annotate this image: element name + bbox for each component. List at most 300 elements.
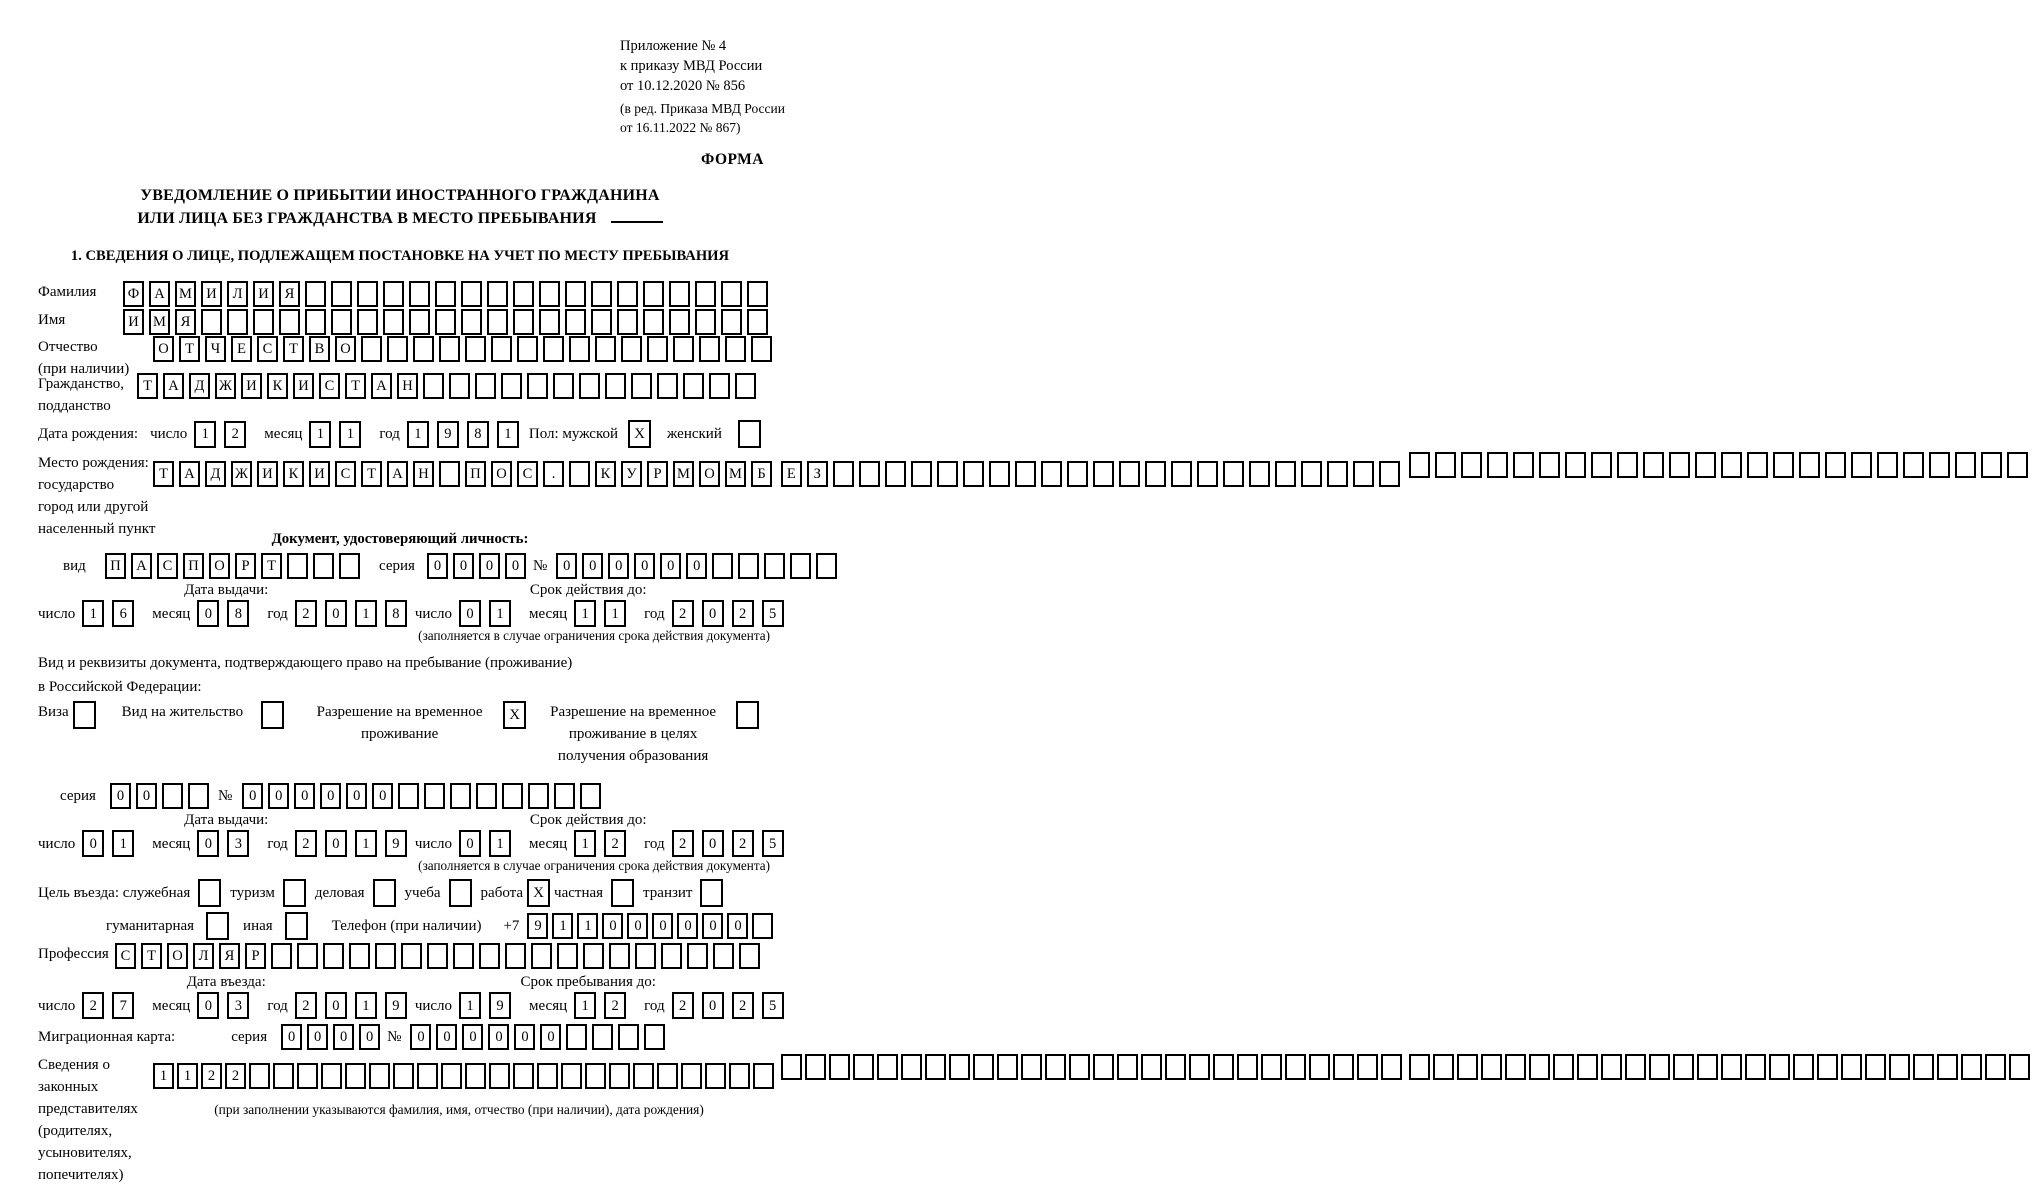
birth-place-row1-cell-17[interactable] [569,461,590,487]
legal-rep-row2-cell-19[interactable] [1213,1054,1234,1080]
legal-rep-row3-cell-17[interactable] [1793,1054,1814,1080]
citizenship-cells-cell-19[interactable] [605,373,626,399]
residence-expiry-year-cells-cell-4[interactable]: 5 [762,830,784,857]
birth-day-cells-cell-2[interactable]: 2 [224,421,246,448]
profession-cells-cell-19[interactable] [583,943,604,969]
profession-cells-cell-3[interactable]: О [167,943,188,969]
phone-cells-cell-1[interactable]: 9 [527,913,548,939]
birth-place-row3-cell-19[interactable] [1877,452,1898,478]
birth-place-row2-cell-1[interactable]: Е [781,461,802,487]
passport-issue-year-cells-cell-1[interactable]: 2 [295,600,317,627]
profession-cells-cell-11[interactable] [375,943,396,969]
legal-rep-row2-cell-15[interactable] [1117,1054,1138,1080]
residence-number-cells-cell-9[interactable] [450,783,471,809]
citizenship-cells-cell-24[interactable] [735,373,756,399]
passport-expiry-day-cells-cell-2[interactable]: 1 [489,600,511,627]
birth-place-row2-cell-14[interactable] [1119,461,1140,487]
birth-year-cells-cell-3[interactable]: 8 [467,421,489,448]
birth-place-row1-cell-2[interactable]: А [179,461,200,487]
birth-place-row1-cell-6[interactable]: К [283,461,304,487]
citizenship-cells-cell-5[interactable]: И [241,373,262,399]
passport-issue-year-cells-cell-3[interactable]: 1 [355,600,377,627]
residence-number-cells-cell-5[interactable]: 0 [346,783,367,809]
phone-cells-cell-8[interactable]: 0 [702,913,723,939]
birth-place-row3-cell-3[interactable] [1461,452,1482,478]
profession-cells-cell-5[interactable]: Я [219,943,240,969]
passport-number-cells-cell-10[interactable] [790,553,811,579]
migration-number-cells-cell-10[interactable] [644,1024,665,1050]
passport-expiry-year-cells-cell-1[interactable]: 2 [672,600,694,627]
patronymic-cells-cell-20[interactable] [647,336,668,362]
legal-rep-row1-cell-13[interactable] [441,1063,462,1089]
residence-expiry-year-cells-cell-1[interactable]: 2 [672,830,694,857]
birth-place-row1-cell-7[interactable]: И [309,461,330,487]
passport-number-cells-cell-8[interactable] [738,553,759,579]
legal-rep-row2-cell-3[interactable] [829,1054,850,1080]
birth-place-row3-cell-9[interactable] [1617,452,1638,478]
patronymic-cells-cell-15[interactable] [517,336,538,362]
phone-cells-cell-10[interactable] [752,913,773,939]
birth-place-row2-cell-3[interactable] [833,461,854,487]
given-name-cells-cell-20[interactable] [617,309,638,335]
citizenship-cells-cell-15[interactable] [501,373,522,399]
legal-rep-row1-cell-2[interactable]: 1 [177,1063,198,1089]
doc-kind-cells-cell-4[interactable]: П [183,553,204,579]
passport-seriya-cells-cell-4[interactable]: 0 [505,553,526,579]
residence-issue-year-cells-cell-3[interactable]: 1 [355,830,377,857]
given-name-cells-cell-16[interactable] [513,309,534,335]
passport-seriya-cells-cell-1[interactable]: 0 [427,553,448,579]
given-name-cells-cell-25[interactable] [747,309,768,335]
purpose-tranzit-checkbox[interactable] [700,879,723,907]
surname-cells-cell-12[interactable] [409,281,430,307]
patronymic-cells-cell-10[interactable] [387,336,408,362]
birth-place-row1-cell-24[interactable]: Б [751,461,772,487]
profession-cells-cell-7[interactable] [271,943,292,969]
birth-place-row3-cell-6[interactable] [1539,452,1560,478]
legal-rep-row3-cell-22[interactable] [1913,1054,1934,1080]
legal-rep-row1-cell-10[interactable] [369,1063,390,1089]
birth-place-row2-cell-2[interactable]: З [807,461,828,487]
doc-kind-cells-cell-7[interactable]: Т [261,553,282,579]
surname-cells-cell-19[interactable] [591,281,612,307]
temp-residence-checkbox[interactable]: X [503,701,526,729]
birth-place-row2-cell-11[interactable] [1041,461,1062,487]
passport-number-cells-cell-4[interactable]: 0 [634,553,655,579]
patronymic-cells-cell-2[interactable]: Т [179,336,200,362]
birth-place-row2-cell-24[interactable] [1379,461,1400,487]
profession-cells-cell-13[interactable] [427,943,448,969]
legal-rep-row2-cell-18[interactable] [1189,1054,1210,1080]
legal-rep-row3-cell-4[interactable] [1481,1054,1502,1080]
residence-issue-year-cells-cell-4[interactable]: 9 [385,830,407,857]
legal-rep-row3-cell-14[interactable] [1721,1054,1742,1080]
legal-rep-row1-cell-3[interactable]: 2 [201,1063,222,1089]
passport-expiry-day-cells-cell-1[interactable]: 0 [459,600,481,627]
stay-year-cells-cell-2[interactable]: 0 [702,992,724,1019]
passport-issue-month-cells-cell-1[interactable]: 0 [197,600,219,627]
birth-place-row2-cell-6[interactable] [911,461,932,487]
legal-rep-row2-cell-24[interactable] [1333,1054,1354,1080]
migration-number-cells-cell-7[interactable] [566,1024,587,1050]
profession-cells-cell-25[interactable] [739,943,760,969]
legal-rep-row3-cell-10[interactable] [1625,1054,1646,1080]
passport-issue-month-cells-cell-2[interactable]: 8 [227,600,249,627]
patronymic-cells-cell-4[interactable]: Е [231,336,252,362]
birth-place-row2-cell-13[interactable] [1093,461,1114,487]
residence-number-cells-cell-4[interactable]: 0 [320,783,341,809]
birth-place-row3-cell-18[interactable] [1851,452,1872,478]
citizenship-cells-cell-12[interactable] [423,373,444,399]
residence-expiry-day-cells-cell-2[interactable]: 1 [489,830,511,857]
birth-place-row1-cell-4[interactable]: Ж [231,461,252,487]
given-name-cells-cell-8[interactable] [305,309,326,335]
residence-expiry-year-cells-cell-2[interactable]: 0 [702,830,724,857]
passport-number-cells-cell-6[interactable]: 0 [686,553,707,579]
legal-rep-row1-cell-9[interactable] [345,1063,366,1089]
profession-cells-cell-20[interactable] [609,943,630,969]
citizenship-cells-cell-13[interactable] [449,373,470,399]
surname-cells-cell-4[interactable]: И [201,281,222,307]
profession-cells-cell-14[interactable] [453,943,474,969]
legal-rep-row3-cell-18[interactable] [1817,1054,1838,1080]
citizenship-cells-cell-6[interactable]: К [267,373,288,399]
birth-place-row2-cell-7[interactable] [937,461,958,487]
surname-cells-cell-24[interactable] [721,281,742,307]
surname-cells-cell-13[interactable] [435,281,456,307]
birth-place-row2-cell-19[interactable] [1249,461,1270,487]
birth-year-cells-cell-4[interactable]: 1 [497,421,519,448]
migration-seriya-cells-cell-1[interactable]: 0 [281,1024,302,1050]
residence-issue-day-cells-cell-1[interactable]: 0 [82,830,104,857]
surname-cells-cell-23[interactable] [695,281,716,307]
doc-kind-cells-cell-2[interactable]: А [131,553,152,579]
birth-place-row1-cell-5[interactable]: И [257,461,278,487]
citizenship-cells-cell-14[interactable] [475,373,496,399]
given-name-cells-cell-7[interactable] [279,309,300,335]
birth-place-row2-cell-15[interactable] [1145,461,1166,487]
legal-rep-row3-cell-7[interactable] [1553,1054,1574,1080]
citizenship-cells-cell-2[interactable]: А [163,373,184,399]
profession-cells-cell-18[interactable] [557,943,578,969]
birth-place-row1-cell-22[interactable]: О [699,461,720,487]
legal-rep-row1-cell-1[interactable]: 1 [153,1063,174,1089]
legal-rep-row2-cell-8[interactable] [949,1054,970,1080]
citizenship-cells-cell-7[interactable]: И [293,373,314,399]
given-name-cells-cell-24[interactable] [721,309,742,335]
given-name-cells-cell-4[interactable] [201,309,222,335]
birth-place-row2-cell-4[interactable] [859,461,880,487]
legal-rep-row1-cell-21[interactable] [633,1063,654,1089]
patronymic-cells-cell-18[interactable] [595,336,616,362]
profession-cells-cell-4[interactable]: Л [193,943,214,969]
given-name-cells-cell-18[interactable] [565,309,586,335]
legal-rep-row2-cell-4[interactable] [853,1054,874,1080]
passport-issue-year-cells-cell-4[interactable]: 8 [385,600,407,627]
citizenship-cells-cell-18[interactable] [579,373,600,399]
passport-expiry-year-cells-cell-4[interactable]: 5 [762,600,784,627]
passport-expiry-month-cells-cell-1[interactable]: 1 [574,600,596,627]
legal-rep-row1-cell-23[interactable] [681,1063,702,1089]
given-name-cells-cell-22[interactable] [669,309,690,335]
passport-issue-day-cells-cell-1[interactable]: 1 [82,600,104,627]
residence-issue-month-cells-cell-2[interactable]: 3 [227,830,249,857]
residence-number-cells-cell-11[interactable] [502,783,523,809]
birth-place-row1-cell-8[interactable]: С [335,461,356,487]
legal-rep-row3-cell-13[interactable] [1697,1054,1718,1080]
birth-place-row3-cell-7[interactable] [1565,452,1586,478]
surname-cells-cell-21[interactable] [643,281,664,307]
residence-expiry-day-cells-cell-1[interactable]: 0 [459,830,481,857]
entry-year-cells-cell-1[interactable]: 2 [295,992,317,1019]
doc-kind-cells-cell-6[interactable]: Р [235,553,256,579]
profession-cells-cell-24[interactable] [713,943,734,969]
birth-place-row1-cell-21[interactable]: М [673,461,694,487]
given-name-cells-cell-13[interactable] [435,309,456,335]
legal-rep-row1-cell-7[interactable] [297,1063,318,1089]
doc-kind-cells-cell-3[interactable]: С [157,553,178,579]
phone-cells-cell-7[interactable]: 0 [677,913,698,939]
patronymic-cells-cell-14[interactable] [491,336,512,362]
legal-rep-row3-cell-15[interactable] [1745,1054,1766,1080]
birth-place-row3-cell-8[interactable] [1591,452,1612,478]
given-name-cells-cell-10[interactable] [357,309,378,335]
phone-cells-cell-5[interactable]: 0 [627,913,648,939]
birth-place-row3-cell-24[interactable] [2007,452,2028,478]
birth-place-row1-cell-1[interactable]: Т [153,461,174,487]
patronymic-cells-cell-8[interactable]: О [335,336,356,362]
citizenship-cells-cell-1[interactable]: Т [137,373,158,399]
patronymic-cells-cell-12[interactable] [439,336,460,362]
birth-place-row1-cell-15[interactable]: С [517,461,538,487]
legal-rep-row3-cell-9[interactable] [1601,1054,1622,1080]
purpose-sluzhebnaya-checkbox[interactable] [198,879,221,907]
patronymic-cells-cell-17[interactable] [569,336,590,362]
residence-permit-checkbox[interactable] [261,701,284,729]
birth-place-row3-cell-23[interactable] [1981,452,2002,478]
doc-kind-cells-cell-10[interactable] [339,553,360,579]
birth-place-row1-cell-16[interactable]: . [543,461,564,487]
residence-issue-year-cells-cell-1[interactable]: 2 [295,830,317,857]
birth-place-row2-cell-10[interactable] [1015,461,1036,487]
residence-number-cells-cell-12[interactable] [528,783,549,809]
legal-rep-row1-cell-16[interactable] [513,1063,534,1089]
patronymic-cells-cell-23[interactable] [725,336,746,362]
given-name-cells-cell-17[interactable] [539,309,560,335]
citizenship-cells-cell-23[interactable] [709,373,730,399]
passport-seriya-cells-cell-2[interactable]: 0 [453,553,474,579]
citizenship-cells-cell-11[interactable]: Н [397,373,418,399]
residence-issue-month-cells-cell-1[interactable]: 0 [197,830,219,857]
surname-cells-cell-6[interactable]: И [253,281,274,307]
phone-cells-cell-3[interactable]: 1 [577,913,598,939]
entry-day-cells-cell-1[interactable]: 2 [82,992,104,1019]
migration-number-cells-cell-8[interactable] [592,1024,613,1050]
citizenship-cells-cell-9[interactable]: Т [345,373,366,399]
birth-place-row3-cell-4[interactable] [1487,452,1508,478]
birth-place-row3-cell-16[interactable] [1799,452,1820,478]
surname-cells-cell-18[interactable] [565,281,586,307]
migration-number-cells-cell-3[interactable]: 0 [462,1024,483,1050]
given-name-cells-cell-11[interactable] [383,309,404,335]
passport-number-cells-cell-9[interactable] [764,553,785,579]
legal-rep-row2-cell-16[interactable] [1141,1054,1162,1080]
citizenship-cells-cell-16[interactable] [527,373,548,399]
legal-rep-row2-cell-5[interactable] [877,1054,898,1080]
legal-rep-row1-cell-19[interactable] [585,1063,606,1089]
given-name-cells-cell-3[interactable]: Я [175,309,196,335]
gender-male-checkbox[interactable]: X [628,420,651,448]
birth-place-row2-cell-17[interactable] [1197,461,1218,487]
given-name-cells-cell-21[interactable] [643,309,664,335]
citizenship-cells-cell-17[interactable] [553,373,574,399]
birth-place-row3-cell-15[interactable] [1773,452,1794,478]
residence-expiry-month-cells-cell-1[interactable]: 1 [574,830,596,857]
stay-year-cells-cell-3[interactable]: 2 [732,992,754,1019]
patronymic-cells-cell-19[interactable] [621,336,642,362]
citizenship-cells-cell-3[interactable]: Д [189,373,210,399]
purpose-chastnaya-checkbox[interactable] [611,879,634,907]
birth-place-row3-cell-10[interactable] [1643,452,1664,478]
profession-cells-cell-10[interactable] [349,943,370,969]
birth-place-row3-cell-5[interactable] [1513,452,1534,478]
passport-issue-day-cells-cell-2[interactable]: 6 [112,600,134,627]
stay-day-cells-cell-1[interactable]: 1 [459,992,481,1019]
legal-rep-row2-cell-1[interactable] [781,1054,802,1080]
birth-year-cells-cell-1[interactable]: 1 [407,421,429,448]
birth-place-row2-cell-21[interactable] [1301,461,1322,487]
profession-cells-cell-16[interactable] [505,943,526,969]
migration-seriya-cells-cell-3[interactable]: 0 [333,1024,354,1050]
profession-cells-cell-17[interactable] [531,943,552,969]
birth-place-row3-cell-17[interactable] [1825,452,1846,478]
birth-place-row3-cell-13[interactable] [1721,452,1742,478]
legal-rep-row2-cell-9[interactable] [973,1054,994,1080]
surname-cells-cell-16[interactable] [513,281,534,307]
entry-year-cells-cell-2[interactable]: 0 [325,992,347,1019]
birth-day-cells-cell-1[interactable]: 1 [194,421,216,448]
doc-kind-cells-cell-5[interactable]: О [209,553,230,579]
phone-cells-cell-2[interactable]: 1 [552,913,573,939]
birth-place-row3-cell-1[interactable] [1409,452,1430,478]
stay-year-cells-cell-4[interactable]: 5 [762,992,784,1019]
migration-seriya-cells-cell-2[interactable]: 0 [307,1024,328,1050]
given-name-cells-cell-14[interactable] [461,309,482,335]
patronymic-cells-cell-21[interactable] [673,336,694,362]
birth-month-cells-cell-1[interactable]: 1 [309,421,331,448]
legal-rep-row3-cell-6[interactable] [1529,1054,1550,1080]
legal-rep-row3-cell-3[interactable] [1457,1054,1478,1080]
birth-place-row1-cell-18[interactable]: К [595,461,616,487]
passport-issue-year-cells-cell-2[interactable]: 0 [325,600,347,627]
migration-seriya-cells-cell-4[interactable]: 0 [359,1024,380,1050]
legal-rep-row1-cell-18[interactable] [561,1063,582,1089]
citizenship-cells-cell-22[interactable] [683,373,704,399]
legal-rep-row1-cell-25[interactable] [729,1063,750,1089]
patronymic-cells-cell-16[interactable] [543,336,564,362]
legal-rep-row2-cell-20[interactable] [1237,1054,1258,1080]
legal-rep-row1-cell-6[interactable] [273,1063,294,1089]
residence-number-cells-cell-6[interactable]: 0 [372,783,393,809]
visa-checkbox[interactable] [73,701,96,729]
given-name-cells-cell-2[interactable]: М [149,309,170,335]
legal-rep-row1-cell-8[interactable] [321,1063,342,1089]
surname-cells-cell-25[interactable] [747,281,768,307]
gender-female-checkbox[interactable] [738,420,761,448]
legal-rep-row3-cell-2[interactable] [1433,1054,1454,1080]
given-name-cells-cell-5[interactable] [227,309,248,335]
migration-number-cells-cell-9[interactable] [618,1024,639,1050]
citizenship-cells-cell-4[interactable]: Ж [215,373,236,399]
birth-place-row2-cell-22[interactable] [1327,461,1348,487]
surname-cells-cell-10[interactable] [357,281,378,307]
legal-rep-row2-cell-2[interactable] [805,1054,826,1080]
birth-place-row3-cell-22[interactable] [1955,452,1976,478]
legal-rep-row2-cell-23[interactable] [1309,1054,1330,1080]
residence-expiry-year-cells-cell-3[interactable]: 2 [732,830,754,857]
legal-rep-row1-cell-22[interactable] [657,1063,678,1089]
entry-year-cells-cell-4[interactable]: 9 [385,992,407,1019]
surname-cells-cell-17[interactable] [539,281,560,307]
purpose-gumanitarnaya-checkbox[interactable] [206,912,229,940]
birth-place-row1-cell-12[interactable] [439,461,460,487]
legal-rep-row3-cell-12[interactable] [1673,1054,1694,1080]
profession-cells-cell-9[interactable] [323,943,344,969]
purpose-delovaya-checkbox[interactable] [373,879,396,907]
birth-place-row1-cell-23[interactable]: М [725,461,746,487]
patronymic-cells-cell-5[interactable]: С [257,336,278,362]
entry-year-cells-cell-3[interactable]: 1 [355,992,377,1019]
birth-place-row1-cell-10[interactable]: А [387,461,408,487]
legal-rep-row1-cell-26[interactable] [753,1063,774,1089]
surname-cells-cell-9[interactable] [331,281,352,307]
legal-rep-row2-cell-17[interactable] [1165,1054,1186,1080]
profession-cells-cell-6[interactable]: Р [245,943,266,969]
patronymic-cells-cell-9[interactable] [361,336,382,362]
residence-number-cells-cell-14[interactable] [580,783,601,809]
entry-month-cells-cell-2[interactable]: 3 [227,992,249,1019]
citizenship-cells-cell-10[interactable]: А [371,373,392,399]
profession-cells-cell-21[interactable] [635,943,656,969]
profession-cells-cell-23[interactable] [687,943,708,969]
legal-rep-row1-cell-12[interactable] [417,1063,438,1089]
given-name-cells-cell-1[interactable]: И [123,309,144,335]
residence-issue-year-cells-cell-2[interactable]: 0 [325,830,347,857]
stay-day-cells-cell-2[interactable]: 9 [489,992,511,1019]
passport-expiry-month-cells-cell-2[interactable]: 1 [604,600,626,627]
profession-cells-cell-22[interactable] [661,943,682,969]
patronymic-cells-cell-1[interactable]: О [153,336,174,362]
doc-kind-cells-cell-1[interactable]: П [105,553,126,579]
legal-rep-row2-cell-7[interactable] [925,1054,946,1080]
birth-place-row1-cell-9[interactable]: Т [361,461,382,487]
patronymic-cells-cell-11[interactable] [413,336,434,362]
surname-cells-cell-20[interactable] [617,281,638,307]
surname-cells-cell-11[interactable] [383,281,404,307]
legal-rep-row1-cell-14[interactable] [465,1063,486,1089]
legal-rep-row3-cell-11[interactable] [1649,1054,1670,1080]
patronymic-cells-cell-13[interactable] [465,336,486,362]
passport-expiry-year-cells-cell-2[interactable]: 0 [702,600,724,627]
birth-place-row1-cell-14[interactable]: О [491,461,512,487]
profession-cells-cell-15[interactable] [479,943,500,969]
phone-cells-cell-4[interactable]: 0 [602,913,623,939]
migration-number-cells-cell-5[interactable]: 0 [514,1024,535,1050]
legal-rep-row3-cell-26[interactable] [2009,1054,2030,1080]
residence-seriya-cells-cell-3[interactable] [162,783,183,809]
surname-cells-cell-22[interactable] [669,281,690,307]
given-name-cells-cell-15[interactable] [487,309,508,335]
